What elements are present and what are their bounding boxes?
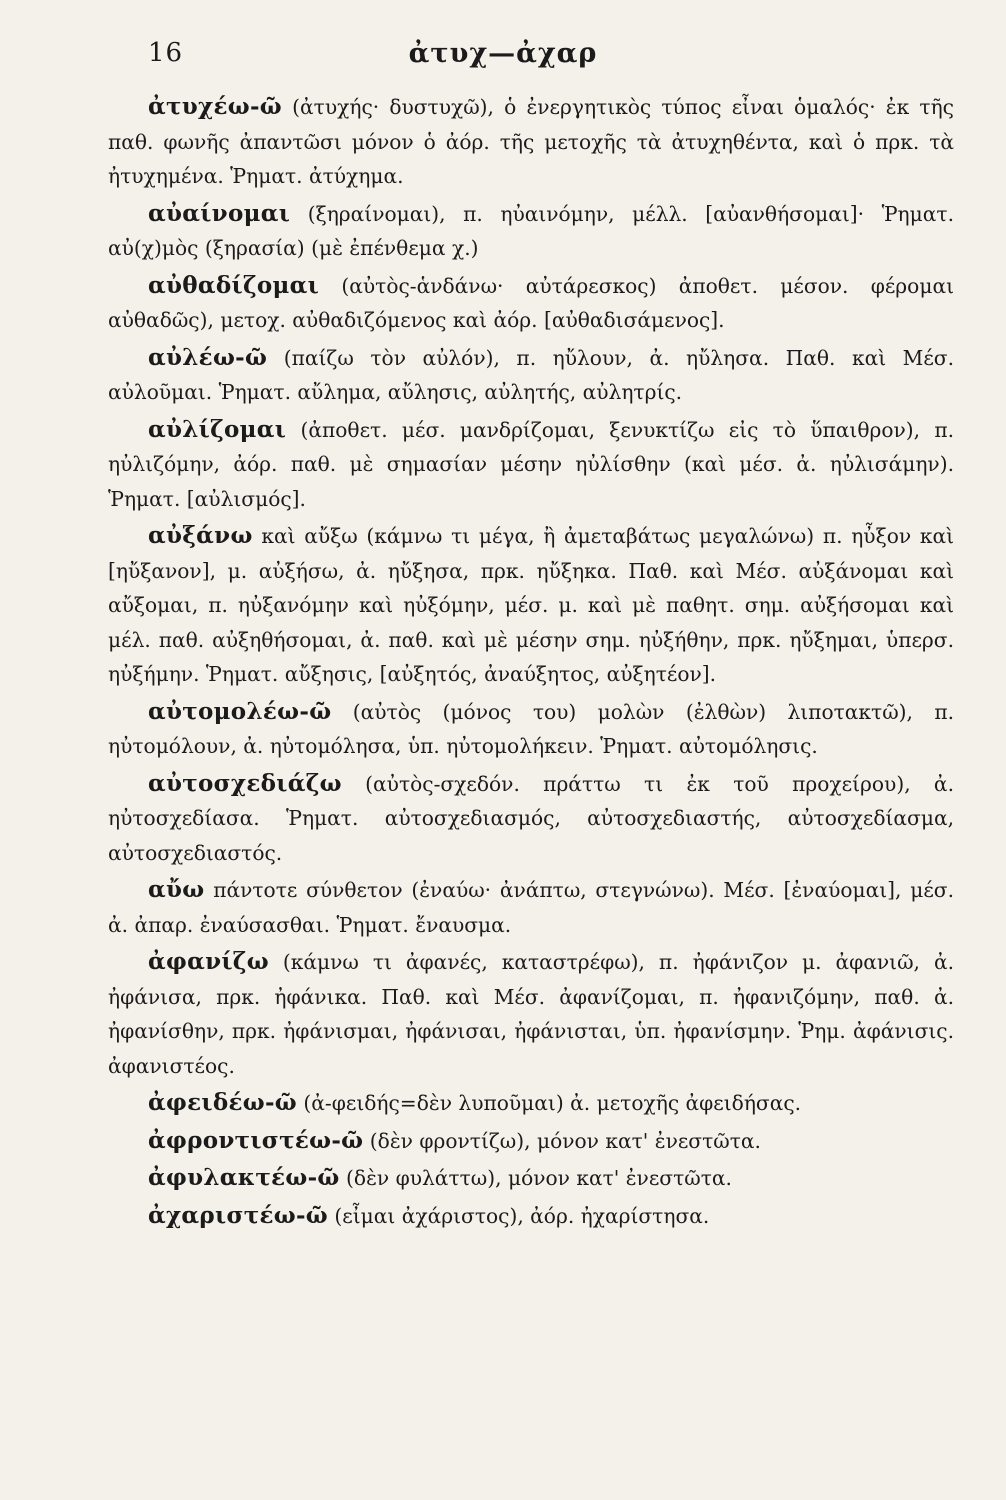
entry-text: (ξηραίνομαι), π. ηὐαινόμην, μέλλ. [αὐανθήσομαι]· Ῥηματ. αὐ(χ)μὸς (ξηρασία) (μὲ ἐπένθεμα χ.) [108,201,954,260]
headword: ἀτυχέω-ῶ [148,93,282,120]
entry-text: (παίζω τὸν αὐλόν), π. ηὔλουν, ἀ. ηὔλησα. Παθ. καὶ Μέσ. αὐλοῦμαι. Ῥηματ. αὔλημα, αὔλησις, αὐλητής, αὐλητρίς. [108,345,954,404]
headword: ἀφανίζω [148,948,269,975]
entry-text: καὶ αὔξω (κάμνω τι μέγα, ἢ ἀμεταβάτως μεγαλώνω) π. ηὖξον καὶ [ηὔξανον], μ. αὐξήσω, ἀ. ηὔξησα, πρκ. ηὔξηκα. Παθ. καὶ Μέσ. αὐξάνομαι καὶ αὔξομαι, π. ηὐξανόμην καὶ ηὐξόμην, μέσ. μ. καὶ μὲ παθητ. σημ. αὐξήσομαι καὶ μέλ. παθ. αὐξηθήσομαι, ἀ. παθ. καὶ μὲ μέσην σημ. ηὐξήθην, πρκ. ηὔξημαι, ὑπερσ. ηὐξήμην. Ῥηματ. αὔξησις, [αὐξητός, ἀναύξητος, αὐξητέον]. [108,524,954,686]
entry-text: (ἀποθετ. μέσ. μανδρίζομαι, ξενυκτίζω εἰς τὸ ὕπαιθρον), π. ηὐλιζόμην, ἀόρ. παθ. μὲ σημασίαν μέσην ηὐλίσθην (καὶ μέσ. ἀ. ηὐλισάμην). Ῥηματ. [αὐλισμός]. [108,417,954,511]
headword: αὐτοσχεδιάζω [148,769,342,797]
headword: ἀχαριστέω-ῶ [148,1201,329,1229]
running-head: ἀτυχ—ἀχαρ [408,38,598,69]
headword: ἀφυλακτέω-ῶ [148,1164,340,1191]
headword: αὐξάνω [148,522,253,549]
headword: αὐλέω-ῶ [148,343,268,371]
headword: ἀφειδέω-ῶ [148,1089,297,1116]
headword: αὐλίζομαι [148,415,287,443]
entry-text: (αὐτὸς-ἁνδάνω· αὐτάρεσκος) ἀποθετ. μέσον. φέρομαι αὐθαδῶς), μετοχ. αὐθαδιζόμενος καὶ ἀόρ. [αὐθαδισάμενος]. [108,273,954,332]
dictionary-entry [108,1086,954,1121]
entry-text: (αὐτὸς (μόνος του) μολὼν (ἐλθὼν) λιποτακτῶ), π. ηὐτομόλουν, ἀ. ηὐτομόλησα, ὑπ. ηὐτομολήκειν. Ῥηματ. αὐτομόλησις. [108,699,954,758]
entry-text: (δὲν φυλάττω), μόνον κατ' ἐνεστῶτα. [339,1166,732,1190]
dictionary-entry [108,413,954,517]
dictionary-entry [108,90,954,194]
dictionary-entry [108,519,954,692]
entry-text: (εἶμαι ἀχάριστος), ἀόρ. ἠχαρίστησα. [328,1203,710,1228]
dictionary-entry [108,1199,954,1234]
headword: αὐαίνομαι [148,199,291,227]
entry-text: (αὐτὸς-σχεδόν. πράττω τι ἐκ τοῦ προχείρου), ἀ. ηὐτοσχεδίασα. Ῥηματ. αὐτοσχεδιασμός, αὐτοσχεδιαστής, αὐτοσχεδίασμα, αὐτοσχεδιαστός. [108,771,954,865]
headword: ἀφροντιστέω-ῶ [148,1126,364,1154]
entry-text: (ἀτυχής· δυστυχῶ), ὁ ἐνεργητικὸς τύπος εἶναι ὁμαλός· ἐκ τῆς παθ. φωνῆς ἀπαντῶσι μόνον ὁ ἀόρ. τῆς μετοχῆς τὰ ἀτυχηθέντα, καὶ ὁ πρκ. τὰ ἠτυχημένα. Ῥηματ. ἀτύχημα. [108,95,954,188]
dictionary-entry [108,1161,954,1196]
dictionary-entry [108,695,954,764]
headword: αὐτομολέω-ῶ [148,697,332,725]
headword: αὔω [148,876,205,903]
dictionary-entry [108,269,954,338]
dictionary-entries [108,90,954,1236]
page-number: 16 [148,38,184,68]
entry-text: (δὲν φροντίζω), μόνον κατ' ἐνεστῶτα. [363,1128,761,1153]
dictionary-entry [108,197,954,266]
dictionary-entry [108,767,954,871]
entry-text: (ἀ-φειδής=δὲν λυποῦμαι) ἀ. μετοχῆς ἀφειδήσας. [297,1091,802,1115]
entry-text: (κάμνω τι ἀφανές, καταστρέφω), π. ἠφάνιζον μ. ἀφανιῶ, ἀ. ἠφάνισα, πρκ. ἠφάνικα. Παθ. καὶ Μέσ. ἀφανίζομαι, π. ἠφανιζόμην, παθ. ἀ. ἠφανίσθην, πρκ. ἠφάνισμαι, ἠφάνισαι, ἠφάνισται, ὑπ. ἠφανίσμην. Ῥημ. ἀφάνισις. ἀφανιστέος. [108,950,954,1078]
dictionary-entry [108,873,954,942]
dictionary-entry [108,341,954,410]
entry-text: πάντοτε σύνθετον (ἐναύω· ἀνάπτω, στεγνώνω). Μέσ. [ἐναύομαι], μέσ. ἀ. ἀπαρ. ἐναύσασθαι. Ῥηματ. ἔναυσμα. [108,878,954,937]
dictionary-entry [108,1124,954,1159]
headword: αὐθαδίζομαι [148,271,320,299]
dictionary-entry [108,945,954,1083]
